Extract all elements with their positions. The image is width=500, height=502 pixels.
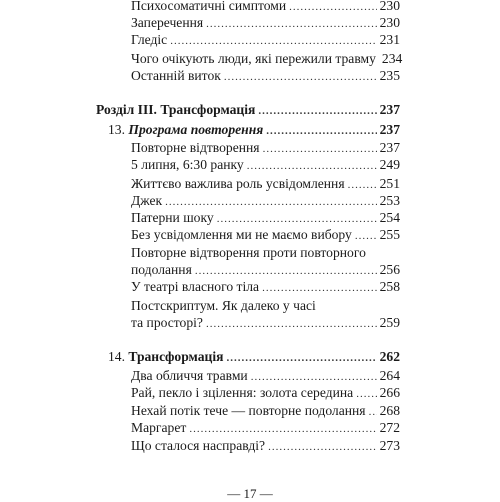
leader-dots [355, 228, 377, 245]
leader-dots [226, 350, 376, 367]
toc-entry [131, 31, 400, 50]
toc-entry-page: 230 [379, 0, 400, 13]
toc-entry-title: Нехай потік тече — повторне подолання [131, 403, 366, 418]
toc-entry-title: Чого очікують люди, які пережили травму [131, 51, 376, 66]
toc-entry-title: Останній виток [131, 68, 221, 83]
toc-entry-page: 253 [379, 193, 400, 208]
toc-entry-page: 259 [379, 315, 400, 330]
toc-entry-page: 255 [379, 227, 400, 242]
toc-entry [131, 278, 400, 297]
leader-dots [268, 439, 377, 456]
toc-entry-title-line1: Повторне відтворення проти повторного [131, 245, 366, 260]
toc-entry-page: 237 [379, 140, 400, 155]
leader-dots [356, 386, 376, 403]
toc-entry-title: Рай, пекло і зцілення: золота середина [131, 385, 354, 400]
chapter-page: 237 [379, 122, 400, 137]
toc-entry-page: 258 [379, 279, 400, 294]
chapter-name: Програма повторення [128, 122, 264, 137]
leader-dots [247, 158, 377, 175]
leader-dots [258, 103, 376, 120]
toc-entry [131, 156, 400, 175]
toc-entry-title: Що сталося насправді? [131, 438, 266, 453]
chapter-name: Трансформація [128, 349, 224, 364]
chapter-heading [108, 121, 400, 140]
toc-entry-title: Маргарет [131, 420, 187, 435]
chapter-heading [108, 348, 400, 367]
toc-entry-page: 234 [381, 51, 403, 66]
leader-dots [224, 69, 377, 86]
section-page: 237 [379, 102, 400, 117]
toc-entry-title: та просторі? [131, 315, 203, 330]
toc-entry [131, 384, 400, 403]
leader-dots [266, 123, 376, 140]
toc-entry-page: 251 [379, 176, 400, 191]
toc-entry-page: 266 [379, 385, 400, 400]
toc-entry-page: 254 [379, 210, 400, 225]
toc-entry-title: Гледіс [131, 32, 168, 47]
toc-entry-page: 256 [379, 262, 400, 277]
toc-entry-page: 235 [379, 68, 400, 83]
toc-entry-page: 249 [379, 157, 400, 172]
toc-entry-title: Джек [131, 193, 163, 208]
toc-entry [131, 226, 400, 245]
toc-entry-title: подолання [131, 262, 192, 277]
chapter-title [108, 348, 223, 365]
chapter-number: 13. [108, 122, 125, 137]
leader-dots [262, 280, 377, 297]
toc-entry [131, 419, 400, 438]
toc-entry-page: 264 [379, 368, 400, 383]
toc-entry-page: 272 [379, 420, 400, 435]
toc-entry-page: 273 [379, 438, 400, 453]
toc-entry-title-line1: Постскриптум. Як далеко у часі [131, 298, 316, 313]
section-heading [96, 101, 400, 120]
toc-entry-page: 230 [379, 15, 400, 30]
chapter-number: 14. [108, 349, 125, 364]
section-title: Розділ III. Трансформація [96, 102, 256, 117]
chapter-title [108, 121, 263, 138]
toc-entry [131, 67, 400, 86]
toc-entry-title: Без усвідомлення ми не маємо вибору [131, 227, 352, 242]
toc-entry-title: Два обличчя травми [131, 368, 248, 383]
toc-entry-page: 268 [379, 403, 400, 418]
leader-dots [170, 33, 376, 50]
toc-entry [131, 314, 400, 333]
toc-entry-title: Повторне відтворення [131, 140, 260, 155]
toc-entry-page: 231 [379, 32, 400, 47]
toc-entry-title: 5 липня, 6:30 ранку [131, 157, 244, 172]
toc-entry-title: Патерни шоку [131, 210, 214, 225]
toc-entry-title: Життєво важлива роль усвідомлення [131, 176, 345, 191]
toc-entry-title: Психосоматичні симптоми [131, 0, 287, 13]
leader-dots [206, 316, 377, 333]
page-number: — 17 — [227, 486, 273, 501]
toc-entry-title: Заперечення [131, 15, 204, 30]
chapter-page: 262 [379, 349, 400, 364]
leader-dots [189, 421, 376, 438]
toc-entry [131, 437, 400, 456]
toc-entry-title: У театрі власного тіла [131, 279, 260, 294]
